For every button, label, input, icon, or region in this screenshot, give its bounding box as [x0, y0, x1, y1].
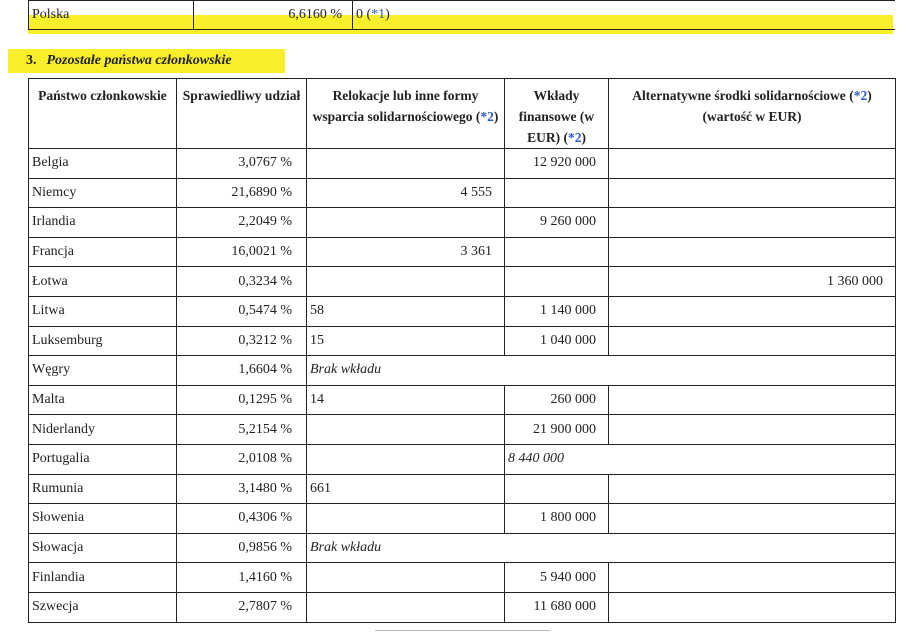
country-cell: Słowacja	[29, 533, 177, 563]
table-body	[29, 149, 896, 623]
footnote-link[interactable]: *2	[567, 130, 582, 145]
relocation-cell	[307, 592, 505, 622]
alternative-cell	[609, 296, 896, 326]
financial-cell	[505, 237, 609, 267]
share-cell: 21,6890 %	[177, 178, 307, 208]
relocation-cell	[307, 208, 505, 238]
financial-cell	[505, 474, 609, 504]
alternative-cell	[609, 504, 896, 534]
country-cell: Portugalia	[29, 444, 177, 474]
table-row	[29, 149, 896, 179]
alternative-cell	[609, 326, 896, 356]
relocation-cell	[307, 444, 505, 474]
table-row	[29, 592, 896, 622]
table-row	[29, 533, 896, 563]
relocation-cell	[307, 563, 505, 593]
relocation-cell: 58	[307, 296, 505, 326]
footnote-link[interactable]: *2	[853, 88, 868, 103]
no-contribution-cell: Brak wkładu	[307, 533, 896, 563]
share-cell: 2,2049 %	[177, 208, 307, 238]
alternative-cell	[609, 415, 896, 445]
value-cell: 0 (*1)	[353, 1, 896, 30]
table-header-row	[29, 79, 896, 149]
table-row	[29, 326, 896, 356]
header-share: Sprawiedliwy udział	[177, 79, 307, 149]
financial-cell: 1 800 000	[505, 504, 609, 534]
relocation-cell: 4 555	[307, 178, 505, 208]
relocation-cell	[307, 267, 505, 297]
footnote-link[interactable]: *2	[480, 109, 494, 124]
share-cell: 0,4306 %	[177, 504, 307, 534]
header-relocation: Relokacje lub inne formy wsparcia solidarnościowego (*2)	[307, 79, 505, 149]
financial-cell	[505, 178, 609, 208]
share-cell: 1,6604 %	[177, 356, 307, 386]
financial-cell: 8 440 000	[505, 444, 896, 474]
header-financial: Wkłady finansowe (w EUR) (*2)	[505, 79, 609, 149]
financial-cell: 260 000	[505, 385, 609, 415]
share-cell: 0,3212 %	[177, 326, 307, 356]
alternative-cell	[609, 149, 896, 179]
alternative-cell	[609, 237, 896, 267]
financial-cell: 21 900 000	[505, 415, 609, 445]
footnote-link[interactable]: *1	[371, 7, 386, 22]
country-cell: Szwecja	[29, 592, 177, 622]
table-row	[29, 178, 896, 208]
country-cell: Polska	[29, 1, 194, 30]
table-row	[29, 267, 896, 297]
section-heading: 3. Pozostałe państwa członkowskie	[8, 49, 285, 73]
table-row	[29, 504, 896, 534]
alternative-cell	[609, 474, 896, 504]
share-cell: 0,9856 %	[177, 533, 307, 563]
share-cell: 0,3234 %	[177, 267, 307, 297]
financial-cell	[505, 267, 609, 297]
country-cell: Irlandia	[29, 208, 177, 238]
relocation-cell: 15	[307, 326, 505, 356]
alternative-cell	[609, 563, 896, 593]
table-row	[29, 474, 896, 504]
relocation-cell	[307, 504, 505, 534]
header-country: Państwo członkowskie	[29, 79, 177, 149]
relocation-cell	[307, 149, 505, 179]
no-contribution-cell: Brak wkładu	[307, 356, 896, 386]
share-cell: 6,6160 %	[194, 1, 353, 30]
financial-cell: 1 040 000	[505, 326, 609, 356]
alternative-cell	[609, 178, 896, 208]
country-cell: Malta	[29, 385, 177, 415]
country-cell: Niderlandy	[29, 415, 177, 445]
country-cell: Finlandia	[29, 563, 177, 593]
alternative-cell	[609, 592, 896, 622]
country-cell: Litwa	[29, 296, 177, 326]
top-table-fragment	[28, 0, 895, 30]
financial-cell: 11 680 000	[505, 592, 609, 622]
table-row	[29, 385, 896, 415]
country-cell: Francja	[29, 237, 177, 267]
header-alternative: Alternatywne środki solidarnościowe (*2) (wartość w EUR)	[609, 79, 896, 149]
solidarity-table	[28, 78, 896, 623]
financial-cell: 9 260 000	[505, 208, 609, 238]
relocation-cell: 14	[307, 385, 505, 415]
country-cell: Słowenia	[29, 504, 177, 534]
share-cell: 3,1480 %	[177, 474, 307, 504]
share-cell: 0,5474 %	[177, 296, 307, 326]
country-cell: Niemcy	[29, 178, 177, 208]
share-cell: 0,1295 %	[177, 385, 307, 415]
country-cell: Węgry	[29, 356, 177, 386]
country-cell: Rumunia	[29, 474, 177, 504]
share-cell: 3,0767 %	[177, 149, 307, 179]
table-row	[29, 563, 896, 593]
country-cell: Łotwa	[29, 267, 177, 297]
share-cell: 1,4160 %	[177, 563, 307, 593]
country-cell: Belgia	[29, 149, 177, 179]
alternative-cell: 1 360 000	[609, 267, 896, 297]
share-cell: 5,2154 %	[177, 415, 307, 445]
table-row	[29, 237, 896, 267]
share-cell: 2,0108 %	[177, 444, 307, 474]
share-cell: 2,7807 %	[177, 592, 307, 622]
relocation-cell: 661	[307, 474, 505, 504]
table-row	[29, 296, 896, 326]
table-row	[29, 444, 896, 474]
relocation-cell	[307, 415, 505, 445]
alternative-cell	[609, 385, 896, 415]
financial-cell: 12 920 000	[505, 149, 609, 179]
table-row	[29, 415, 896, 445]
country-cell: Luksemburg	[29, 326, 177, 356]
table-row	[29, 356, 896, 386]
relocation-cell: 3 361	[307, 237, 505, 267]
table-row	[29, 208, 896, 238]
financial-cell: 1 140 000	[505, 296, 609, 326]
alternative-cell	[609, 208, 896, 238]
table-row	[29, 1, 896, 30]
financial-cell: 5 940 000	[505, 563, 609, 593]
share-cell: 16,0021 %	[177, 237, 307, 267]
